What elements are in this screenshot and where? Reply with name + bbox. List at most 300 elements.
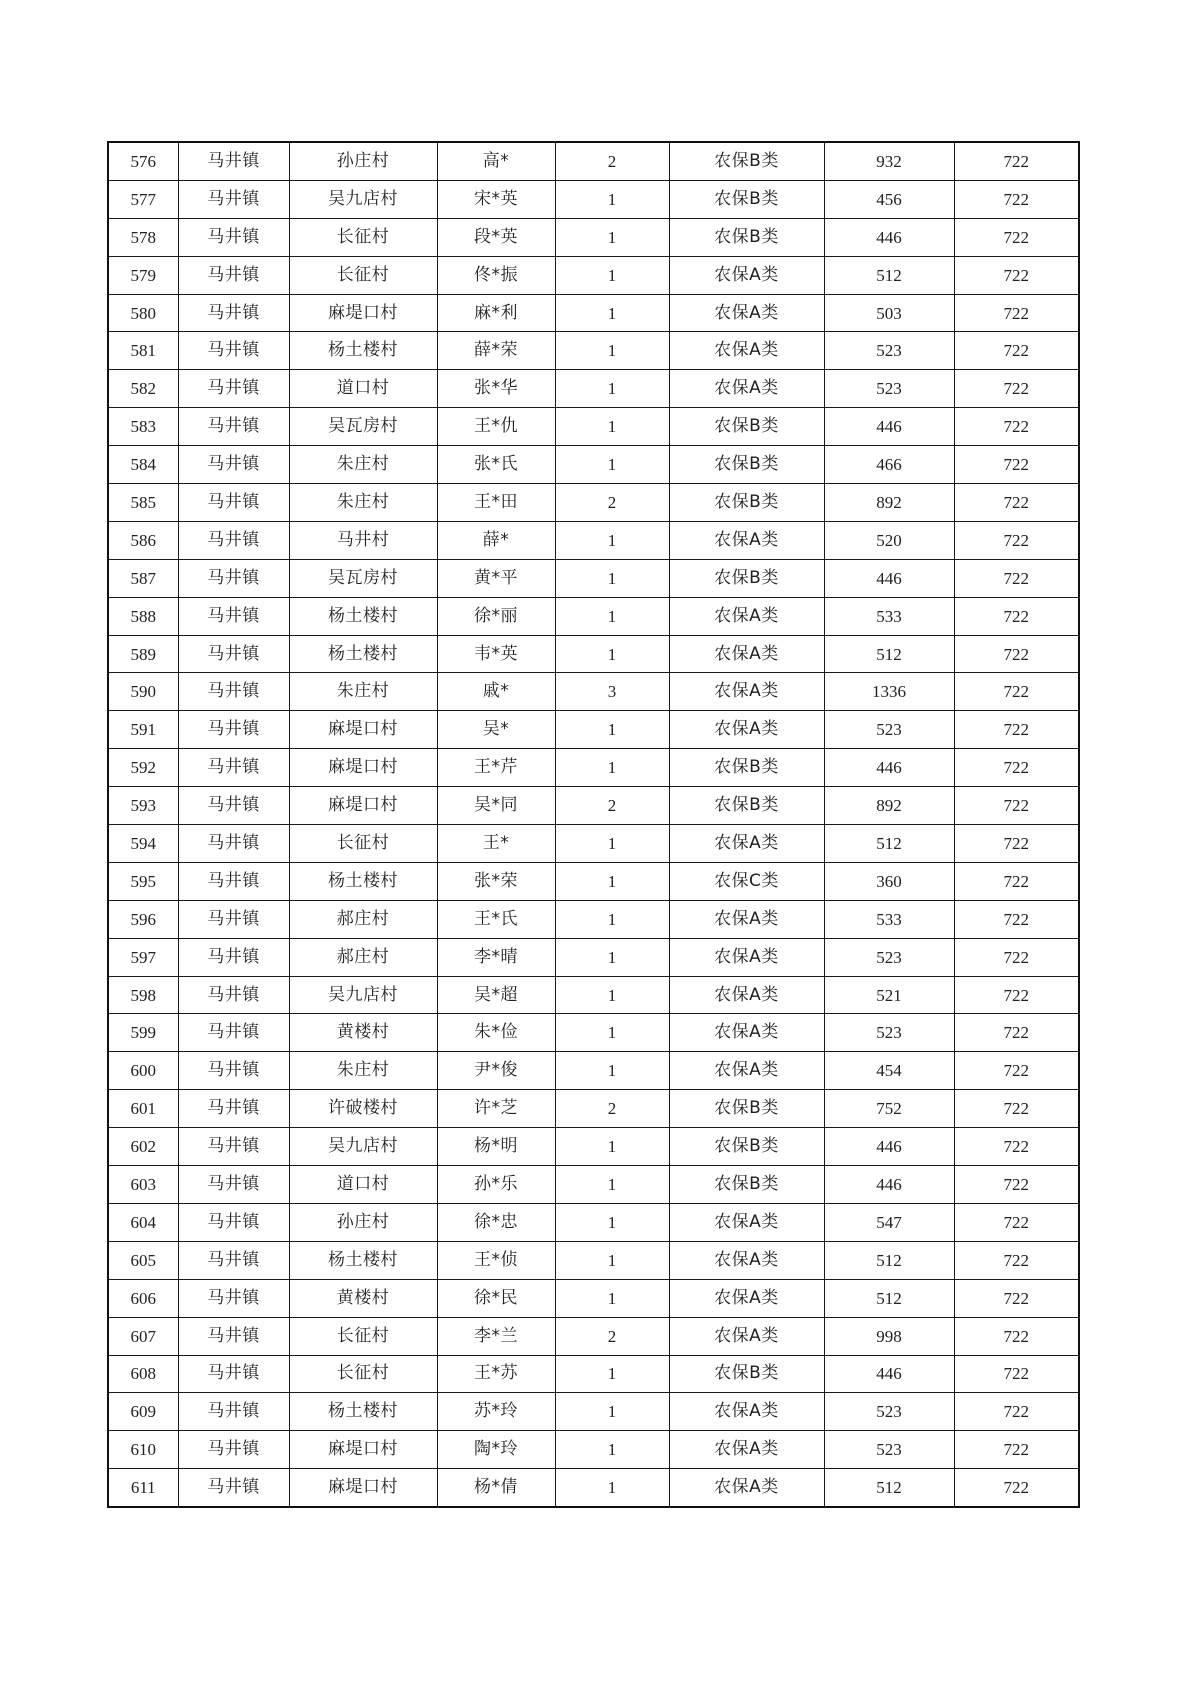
- table-row: [108, 900, 1079, 938]
- village-cell: 吴瓦房村: [289, 559, 437, 597]
- village-cell: 吴九店村: [289, 976, 437, 1014]
- household-size-cell: 1: [555, 1203, 669, 1241]
- standard-cell: 722: [954, 332, 1079, 370]
- name-cell: 徐*丽: [437, 597, 555, 635]
- category-cell: 农保A类: [669, 673, 824, 711]
- household-size-cell: 1: [555, 294, 669, 332]
- row-number-cell: 584: [108, 446, 178, 484]
- category-cell: 农保A类: [669, 332, 824, 370]
- amount-cell: 512: [824, 256, 954, 294]
- standard-cell: 722: [954, 1128, 1079, 1166]
- row-number-cell: 608: [108, 1355, 178, 1393]
- household-size-cell: 1: [555, 749, 669, 787]
- household-size-cell: 1: [555, 218, 669, 256]
- town-cell: 马井镇: [178, 218, 289, 256]
- village-cell: 黄楼村: [289, 1014, 437, 1052]
- category-cell: 农保A类: [669, 1052, 824, 1090]
- household-size-cell: 1: [555, 900, 669, 938]
- standard-cell: 722: [954, 825, 1079, 863]
- row-number-cell: 587: [108, 559, 178, 597]
- row-number-cell: 601: [108, 1090, 178, 1128]
- standard-cell: 722: [954, 1052, 1079, 1090]
- amount-cell: 533: [824, 900, 954, 938]
- town-cell: 马井镇: [178, 1279, 289, 1317]
- town-cell: 马井镇: [178, 635, 289, 673]
- table-row: [108, 559, 1079, 597]
- table-row: [108, 484, 1079, 522]
- standard-cell: 722: [954, 635, 1079, 673]
- town-cell: 马井镇: [178, 1203, 289, 1241]
- household-size-cell: 1: [555, 521, 669, 559]
- name-cell: 王*苏: [437, 1355, 555, 1393]
- table-row: [108, 446, 1079, 484]
- village-cell: 长征村: [289, 256, 437, 294]
- table-row: [108, 1355, 1079, 1393]
- town-cell: 马井镇: [178, 446, 289, 484]
- name-cell: 徐*民: [437, 1279, 555, 1317]
- household-size-cell: 1: [555, 370, 669, 408]
- amount-cell: 521: [824, 976, 954, 1014]
- category-cell: 农保A类: [669, 256, 824, 294]
- household-size-cell: 1: [555, 597, 669, 635]
- table-row: [108, 749, 1079, 787]
- amount-cell: 523: [824, 938, 954, 976]
- amount-cell: 456: [824, 180, 954, 218]
- row-number-cell: 578: [108, 218, 178, 256]
- row-number-cell: 602: [108, 1128, 178, 1166]
- row-number-cell: 604: [108, 1203, 178, 1241]
- standard-cell: 722: [954, 218, 1079, 256]
- standard-cell: 722: [954, 370, 1079, 408]
- name-cell: 麻*利: [437, 294, 555, 332]
- village-cell: 麻堤口村: [289, 1469, 437, 1507]
- town-cell: 马井镇: [178, 484, 289, 522]
- standard-cell: 722: [954, 1355, 1079, 1393]
- town-cell: 马井镇: [178, 1014, 289, 1052]
- amount-cell: 454: [824, 1052, 954, 1090]
- row-number-cell: 597: [108, 938, 178, 976]
- town-cell: 马井镇: [178, 1090, 289, 1128]
- amount-cell: 998: [824, 1317, 954, 1355]
- table-row: [108, 711, 1079, 749]
- table-row: [108, 1052, 1079, 1090]
- table-row: [108, 1241, 1079, 1279]
- town-cell: 马井镇: [178, 938, 289, 976]
- household-size-cell: 1: [555, 711, 669, 749]
- household-size-cell: 1: [555, 1052, 669, 1090]
- household-size-cell: 1: [555, 1469, 669, 1507]
- standard-cell: 722: [954, 1014, 1079, 1052]
- name-cell: 吴*超: [437, 976, 555, 1014]
- standard-cell: 722: [954, 294, 1079, 332]
- village-cell: 长征村: [289, 825, 437, 863]
- amount-cell: 512: [824, 1279, 954, 1317]
- name-cell: 戚*: [437, 673, 555, 711]
- row-number-cell: 596: [108, 900, 178, 938]
- amount-cell: 512: [824, 1241, 954, 1279]
- standard-cell: 722: [954, 900, 1079, 938]
- village-cell: 郝庄村: [289, 900, 437, 938]
- household-size-cell: 1: [555, 1355, 669, 1393]
- category-cell: 农保A类: [669, 1469, 824, 1507]
- name-cell: 苏*玲: [437, 1393, 555, 1431]
- village-cell: 长征村: [289, 1317, 437, 1355]
- table-row: [108, 673, 1079, 711]
- town-cell: 马井镇: [178, 749, 289, 787]
- amount-cell: 512: [824, 635, 954, 673]
- amount-cell: 547: [824, 1203, 954, 1241]
- name-cell: 杨*明: [437, 1128, 555, 1166]
- amount-cell: 533: [824, 597, 954, 635]
- standard-cell: 722: [954, 446, 1079, 484]
- table-row: [108, 787, 1079, 825]
- amount-cell: 360: [824, 862, 954, 900]
- table-row: [108, 180, 1079, 218]
- household-size-cell: 1: [555, 976, 669, 1014]
- village-cell: 朱庄村: [289, 446, 437, 484]
- category-cell: 农保A类: [669, 900, 824, 938]
- standard-cell: 722: [954, 862, 1079, 900]
- household-size-cell: 1: [555, 635, 669, 673]
- table-row: [108, 332, 1079, 370]
- amount-cell: 446: [824, 749, 954, 787]
- amount-cell: 1336: [824, 673, 954, 711]
- standard-cell: 722: [954, 1317, 1079, 1355]
- table-row: [108, 142, 1079, 180]
- row-number-cell: 609: [108, 1393, 178, 1431]
- standard-cell: 722: [954, 1393, 1079, 1431]
- town-cell: 马井镇: [178, 256, 289, 294]
- standard-cell: 722: [954, 1203, 1079, 1241]
- name-cell: 李*兰: [437, 1317, 555, 1355]
- town-cell: 马井镇: [178, 1469, 289, 1507]
- amount-cell: 503: [824, 294, 954, 332]
- table-row: [108, 1469, 1079, 1507]
- standard-cell: 722: [954, 787, 1079, 825]
- village-cell: 孙庄村: [289, 142, 437, 180]
- amount-cell: 892: [824, 484, 954, 522]
- standard-cell: 722: [954, 976, 1079, 1014]
- amount-cell: 523: [824, 1431, 954, 1469]
- village-cell: 麻堤口村: [289, 294, 437, 332]
- town-cell: 马井镇: [178, 673, 289, 711]
- town-cell: 马井镇: [178, 900, 289, 938]
- household-size-cell: 1: [555, 332, 669, 370]
- category-cell: 农保B类: [669, 787, 824, 825]
- household-size-cell: 1: [555, 446, 669, 484]
- table-row: [108, 1166, 1079, 1204]
- row-number-cell: 592: [108, 749, 178, 787]
- name-cell: 张*荣: [437, 862, 555, 900]
- household-size-cell: 1: [555, 1431, 669, 1469]
- name-cell: 王*侦: [437, 1241, 555, 1279]
- town-cell: 马井镇: [178, 787, 289, 825]
- table-row: [108, 408, 1079, 446]
- village-cell: 杨土楼村: [289, 1241, 437, 1279]
- town-cell: 马井镇: [178, 559, 289, 597]
- village-cell: 杨土楼村: [289, 862, 437, 900]
- village-cell: 孙庄村: [289, 1203, 437, 1241]
- household-size-cell: 2: [555, 1090, 669, 1128]
- amount-cell: 446: [824, 1128, 954, 1166]
- name-cell: 黄*平: [437, 559, 555, 597]
- name-cell: 薛*: [437, 521, 555, 559]
- category-cell: 农保B类: [669, 559, 824, 597]
- category-cell: 农保B类: [669, 408, 824, 446]
- row-number-cell: 591: [108, 711, 178, 749]
- category-cell: 农保B类: [669, 1355, 824, 1393]
- row-number-cell: 583: [108, 408, 178, 446]
- town-cell: 马井镇: [178, 370, 289, 408]
- village-cell: 许破楼村: [289, 1090, 437, 1128]
- category-cell: 农保B类: [669, 218, 824, 256]
- table-row: [108, 1203, 1079, 1241]
- village-cell: 郝庄村: [289, 938, 437, 976]
- name-cell: 韦*英: [437, 635, 555, 673]
- standard-cell: 722: [954, 1166, 1079, 1204]
- name-cell: 尹*俊: [437, 1052, 555, 1090]
- town-cell: 马井镇: [178, 1052, 289, 1090]
- town-cell: 马井镇: [178, 1128, 289, 1166]
- category-cell: 农保A类: [669, 1393, 824, 1431]
- amount-cell: 523: [824, 370, 954, 408]
- category-cell: 农保A类: [669, 635, 824, 673]
- village-cell: 麻堤口村: [289, 711, 437, 749]
- table-row: [108, 635, 1079, 673]
- village-cell: 长征村: [289, 218, 437, 256]
- category-cell: 农保B类: [669, 446, 824, 484]
- household-size-cell: 1: [555, 1279, 669, 1317]
- row-number-cell: 580: [108, 294, 178, 332]
- table-row: [108, 1431, 1079, 1469]
- standard-cell: 722: [954, 1241, 1079, 1279]
- category-cell: 农保A类: [669, 711, 824, 749]
- town-cell: 马井镇: [178, 294, 289, 332]
- table-row: [108, 256, 1079, 294]
- table-row: [108, 1090, 1079, 1128]
- village-cell: 黄楼村: [289, 1279, 437, 1317]
- amount-cell: 523: [824, 1014, 954, 1052]
- village-cell: 吴九店村: [289, 180, 437, 218]
- town-cell: 马井镇: [178, 521, 289, 559]
- village-cell: 杨土楼村: [289, 332, 437, 370]
- table-row: [108, 294, 1079, 332]
- village-cell: 杨土楼村: [289, 1393, 437, 1431]
- category-cell: 农保B类: [669, 1166, 824, 1204]
- amount-cell: 520: [824, 521, 954, 559]
- household-size-cell: 2: [555, 484, 669, 522]
- category-cell: 农保A类: [669, 370, 824, 408]
- amount-cell: 446: [824, 1166, 954, 1204]
- name-cell: 吴*: [437, 711, 555, 749]
- name-cell: 孙*乐: [437, 1166, 555, 1204]
- row-number-cell: 599: [108, 1014, 178, 1052]
- amount-cell: 892: [824, 787, 954, 825]
- household-size-cell: 1: [555, 1014, 669, 1052]
- row-number-cell: 605: [108, 1241, 178, 1279]
- name-cell: 许*芝: [437, 1090, 555, 1128]
- household-size-cell: 1: [555, 180, 669, 218]
- town-cell: 马井镇: [178, 711, 289, 749]
- amount-cell: 512: [824, 825, 954, 863]
- standard-cell: 722: [954, 180, 1079, 218]
- row-number-cell: 586: [108, 521, 178, 559]
- table-row: [108, 938, 1079, 976]
- row-number-cell: 610: [108, 1431, 178, 1469]
- category-cell: 农保B类: [669, 180, 824, 218]
- row-number-cell: 606: [108, 1279, 178, 1317]
- town-cell: 马井镇: [178, 180, 289, 218]
- household-size-cell: 1: [555, 862, 669, 900]
- name-cell: 段*英: [437, 218, 555, 256]
- category-cell: 农保A类: [669, 1431, 824, 1469]
- category-cell: 农保B类: [669, 142, 824, 180]
- standard-cell: 722: [954, 1431, 1079, 1469]
- row-number-cell: 593: [108, 787, 178, 825]
- town-cell: 马井镇: [178, 597, 289, 635]
- household-size-cell: 1: [555, 559, 669, 597]
- row-number-cell: 595: [108, 862, 178, 900]
- standard-cell: 722: [954, 673, 1079, 711]
- category-cell: 农保A类: [669, 1203, 824, 1241]
- village-cell: 杨土楼村: [289, 597, 437, 635]
- amount-cell: 446: [824, 408, 954, 446]
- row-number-cell: 600: [108, 1052, 178, 1090]
- household-size-cell: 3: [555, 673, 669, 711]
- town-cell: 马井镇: [178, 862, 289, 900]
- category-cell: 农保C类: [669, 862, 824, 900]
- amount-cell: 446: [824, 559, 954, 597]
- name-cell: 薛*荣: [437, 332, 555, 370]
- village-cell: 朱庄村: [289, 673, 437, 711]
- row-number-cell: 588: [108, 597, 178, 635]
- town-cell: 马井镇: [178, 332, 289, 370]
- name-cell: 陶*玲: [437, 1431, 555, 1469]
- household-size-cell: 1: [555, 256, 669, 294]
- table-row: [108, 1014, 1079, 1052]
- row-number-cell: 590: [108, 673, 178, 711]
- table-row: [108, 1279, 1079, 1317]
- category-cell: 农保A类: [669, 976, 824, 1014]
- standard-cell: 722: [954, 749, 1079, 787]
- name-cell: 李*晴: [437, 938, 555, 976]
- household-size-cell: 1: [555, 938, 669, 976]
- town-cell: 马井镇: [178, 825, 289, 863]
- name-cell: 王*仇: [437, 408, 555, 446]
- amount-cell: 523: [824, 711, 954, 749]
- category-cell: 农保B类: [669, 749, 824, 787]
- amount-cell: 466: [824, 446, 954, 484]
- amount-cell: 932: [824, 142, 954, 180]
- row-number-cell: 577: [108, 180, 178, 218]
- amount-cell: 752: [824, 1090, 954, 1128]
- town-cell: 马井镇: [178, 1317, 289, 1355]
- row-number-cell: 589: [108, 635, 178, 673]
- table-body: [108, 142, 1079, 1507]
- name-cell: 徐*忠: [437, 1203, 555, 1241]
- row-number-cell: 576: [108, 142, 178, 180]
- standard-cell: 722: [954, 484, 1079, 522]
- standard-cell: 722: [954, 521, 1079, 559]
- household-size-cell: 1: [555, 1393, 669, 1431]
- village-cell: 杨土楼村: [289, 635, 437, 673]
- name-cell: 王*氏: [437, 900, 555, 938]
- category-cell: 农保A类: [669, 294, 824, 332]
- town-cell: 马井镇: [178, 1241, 289, 1279]
- name-cell: 张*氏: [437, 446, 555, 484]
- name-cell: 张*华: [437, 370, 555, 408]
- town-cell: 马井镇: [178, 142, 289, 180]
- household-size-cell: 1: [555, 1128, 669, 1166]
- village-cell: 吴瓦房村: [289, 408, 437, 446]
- household-size-cell: 2: [555, 142, 669, 180]
- village-cell: 朱庄村: [289, 484, 437, 522]
- town-cell: 马井镇: [178, 1355, 289, 1393]
- name-cell: 吴*同: [437, 787, 555, 825]
- household-size-cell: 1: [555, 408, 669, 446]
- table-row: [108, 1393, 1079, 1431]
- row-number-cell: 585: [108, 484, 178, 522]
- table-row: [108, 862, 1079, 900]
- standard-cell: 722: [954, 711, 1079, 749]
- household-size-cell: 2: [555, 787, 669, 825]
- standard-cell: 722: [954, 1090, 1079, 1128]
- town-cell: 马井镇: [178, 976, 289, 1014]
- amount-cell: 523: [824, 1393, 954, 1431]
- table-row: [108, 825, 1079, 863]
- name-cell: 王*田: [437, 484, 555, 522]
- name-cell: 佟*振: [437, 256, 555, 294]
- row-number-cell: 582: [108, 370, 178, 408]
- name-cell: 宋*英: [437, 180, 555, 218]
- category-cell: 农保A类: [669, 1241, 824, 1279]
- household-size-cell: 1: [555, 1166, 669, 1204]
- village-cell: 马井村: [289, 521, 437, 559]
- category-cell: 农保B类: [669, 1090, 824, 1128]
- village-cell: 道口村: [289, 1166, 437, 1204]
- village-cell: 朱庄村: [289, 1052, 437, 1090]
- village-cell: 吴九店村: [289, 1128, 437, 1166]
- village-cell: 麻堤口村: [289, 749, 437, 787]
- table-row: [108, 1128, 1079, 1166]
- standard-cell: 722: [954, 597, 1079, 635]
- town-cell: 马井镇: [178, 408, 289, 446]
- name-cell: 朱*俭: [437, 1014, 555, 1052]
- village-cell: 长征村: [289, 1355, 437, 1393]
- household-size-cell: 1: [555, 1241, 669, 1279]
- household-size-cell: 1: [555, 825, 669, 863]
- household-size-cell: 2: [555, 1317, 669, 1355]
- table-row: [108, 218, 1079, 256]
- name-cell: 杨*倩: [437, 1469, 555, 1507]
- town-cell: 马井镇: [178, 1393, 289, 1431]
- name-cell: 王*: [437, 825, 555, 863]
- table-row: [108, 597, 1079, 635]
- category-cell: 农保A类: [669, 938, 824, 976]
- category-cell: 农保B类: [669, 484, 824, 522]
- standard-cell: 722: [954, 1469, 1079, 1507]
- row-number-cell: 581: [108, 332, 178, 370]
- row-number-cell: 603: [108, 1166, 178, 1204]
- row-number-cell: 607: [108, 1317, 178, 1355]
- row-number-cell: 598: [108, 976, 178, 1014]
- town-cell: 马井镇: [178, 1166, 289, 1204]
- name-cell: 王*芹: [437, 749, 555, 787]
- category-cell: 农保B类: [669, 1128, 824, 1166]
- standard-cell: 722: [954, 142, 1079, 180]
- name-cell: 高*: [437, 142, 555, 180]
- standard-cell: 722: [954, 559, 1079, 597]
